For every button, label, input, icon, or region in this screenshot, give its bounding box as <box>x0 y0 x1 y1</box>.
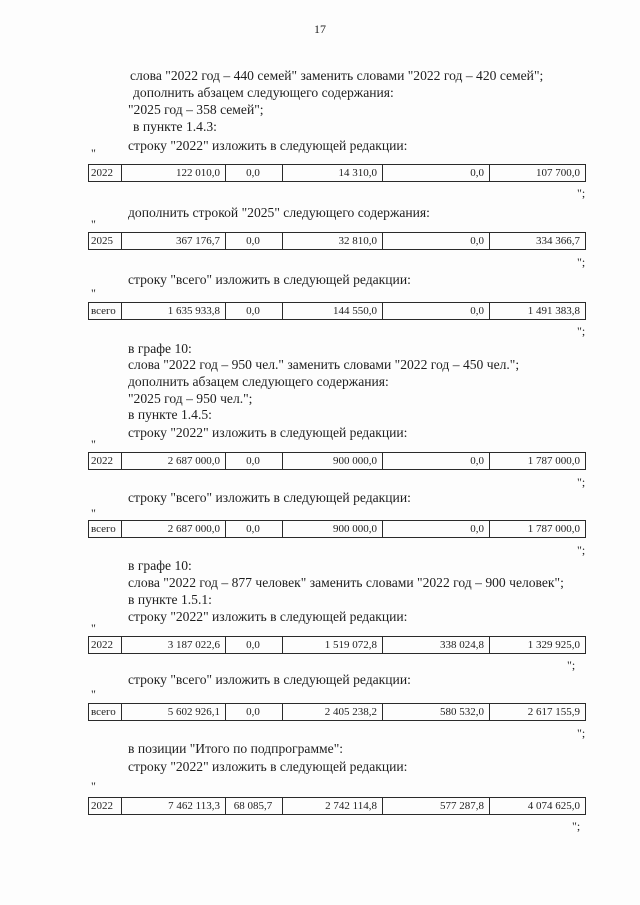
text-line: строку "2022" изложить в следующей редакции: <box>128 759 408 774</box>
open-quote: " <box>91 621 96 635</box>
cell: 0,0 <box>226 704 283 721</box>
cell: 2 687 000,0 <box>122 453 226 470</box>
cell: всего <box>89 704 122 721</box>
cell: 122 010,0 <box>122 165 226 182</box>
text-line: в графе 10: <box>128 558 192 573</box>
cell: 1 329 925,0 <box>490 637 586 654</box>
text-line: в пункте 1.5.1: <box>128 592 212 607</box>
cell: 0,0 <box>383 165 490 182</box>
text-line: в графе 10: <box>128 341 192 356</box>
close-quote: "; <box>577 324 586 338</box>
text-line: строку "всего" изложить в следующей редакции: <box>128 272 411 287</box>
table-row <box>88 636 586 654</box>
cell: 68 085,7 <box>226 798 283 815</box>
close-quote: "; <box>577 543 586 557</box>
cell: 0,0 <box>226 165 283 182</box>
text-line: слова "2022 год – 877 человек" заменить словами "2022 год – 900 человек"; <box>128 575 564 590</box>
open-quote: " <box>91 146 96 160</box>
cell: 1 635 933,8 <box>122 303 226 320</box>
cell: 580 532,0 <box>383 704 490 721</box>
cell: 2022 <box>89 453 122 470</box>
cell: 900 000,0 <box>283 453 383 470</box>
text-line: дополнить строкой "2025" следующего содержания: <box>128 205 430 220</box>
text-line: дополнить абзацем следующего содержания: <box>133 85 394 100</box>
cell: 107 700,0 <box>490 165 586 182</box>
cell: 5 602 926,1 <box>122 704 226 721</box>
text-line: слова "2022 год – 440 семей" заменить словами "2022 год – 420 семей"; <box>130 68 544 83</box>
cell: 367 176,7 <box>122 233 226 250</box>
text-line: в пункте 1.4.3: <box>133 119 217 134</box>
cell: 0,0 <box>226 637 283 654</box>
cell: всего <box>89 303 122 320</box>
cell: 0,0 <box>226 521 283 538</box>
cell: 0,0 <box>383 453 490 470</box>
open-quote: " <box>91 506 96 520</box>
text-line: строку "2022" изложить в следующей редакции: <box>128 138 408 153</box>
cell: 3 187 022,6 <box>122 637 226 654</box>
table-row <box>88 164 586 182</box>
cell: 2 617 155,9 <box>490 704 586 721</box>
cell: 2022 <box>89 637 122 654</box>
text-line: слова "2022 год – 950 чел." заменить словами "2022 год – 450 чел."; <box>128 357 520 372</box>
text-line: строку "2022" изложить в следующей редакции: <box>128 425 408 440</box>
table-row <box>88 520 586 538</box>
cell: 7 462 113,3 <box>122 798 226 815</box>
table-row <box>88 302 586 320</box>
cell: 144 550,0 <box>283 303 383 320</box>
close-quote: "; <box>577 255 586 269</box>
page-number: 17 <box>314 22 326 36</box>
open-quote: " <box>91 217 96 231</box>
cell: всего <box>89 521 122 538</box>
text-line: строку "всего" изложить в следующей редакции: <box>128 672 411 687</box>
cell: 338 024,8 <box>383 637 490 654</box>
text-line: в позиции "Итого по подпрограмме": <box>128 741 344 756</box>
table-row <box>88 797 586 815</box>
cell: 1 787 000,0 <box>490 521 586 538</box>
text-line: "2025 год – 950 чел."; <box>128 391 253 406</box>
cell: 2025 <box>89 233 122 250</box>
close-quote: "; <box>572 819 581 833</box>
open-quote: " <box>91 779 96 793</box>
cell: 4 074 625,0 <box>490 798 586 815</box>
close-quote: "; <box>577 475 586 489</box>
cell: 0,0 <box>383 303 490 320</box>
close-quote: "; <box>577 726 586 740</box>
table-row <box>88 232 586 250</box>
cell: 0,0 <box>383 521 490 538</box>
cell: 900 000,0 <box>283 521 383 538</box>
cell: 0,0 <box>383 233 490 250</box>
cell: 2 687 000,0 <box>122 521 226 538</box>
cell: 2022 <box>89 798 122 815</box>
cell: 1 787 000,0 <box>490 453 586 470</box>
close-quote: "; <box>567 658 576 672</box>
cell: 1 519 072,8 <box>283 637 383 654</box>
cell: 577 287,8 <box>383 798 490 815</box>
cell: 1 491 383,8 <box>490 303 586 320</box>
close-quote: "; <box>577 186 586 200</box>
cell: 32 810,0 <box>283 233 383 250</box>
cell: 2 742 114,8 <box>283 798 383 815</box>
cell: 0,0 <box>226 233 283 250</box>
table-row <box>88 452 586 470</box>
cell: 2 405 238,2 <box>283 704 383 721</box>
text-line: строку "всего" изложить в следующей редакции: <box>128 490 411 505</box>
table-row <box>88 703 586 721</box>
text-line: дополнить абзацем следующего содержания: <box>128 374 389 389</box>
cell: 334 366,7 <box>490 233 586 250</box>
open-quote: " <box>91 286 96 300</box>
cell: 14 310,0 <box>283 165 383 182</box>
text-line: в пункте 1.4.5: <box>128 407 212 422</box>
open-quote: " <box>91 437 96 451</box>
text-line: строку "2022" изложить в следующей редакции: <box>128 609 408 624</box>
cell: 2022 <box>89 165 122 182</box>
cell: 0,0 <box>226 303 283 320</box>
cell: 0,0 <box>226 453 283 470</box>
text-line: "2025 год – 358 семей"; <box>128 102 264 117</box>
open-quote: " <box>91 687 96 701</box>
